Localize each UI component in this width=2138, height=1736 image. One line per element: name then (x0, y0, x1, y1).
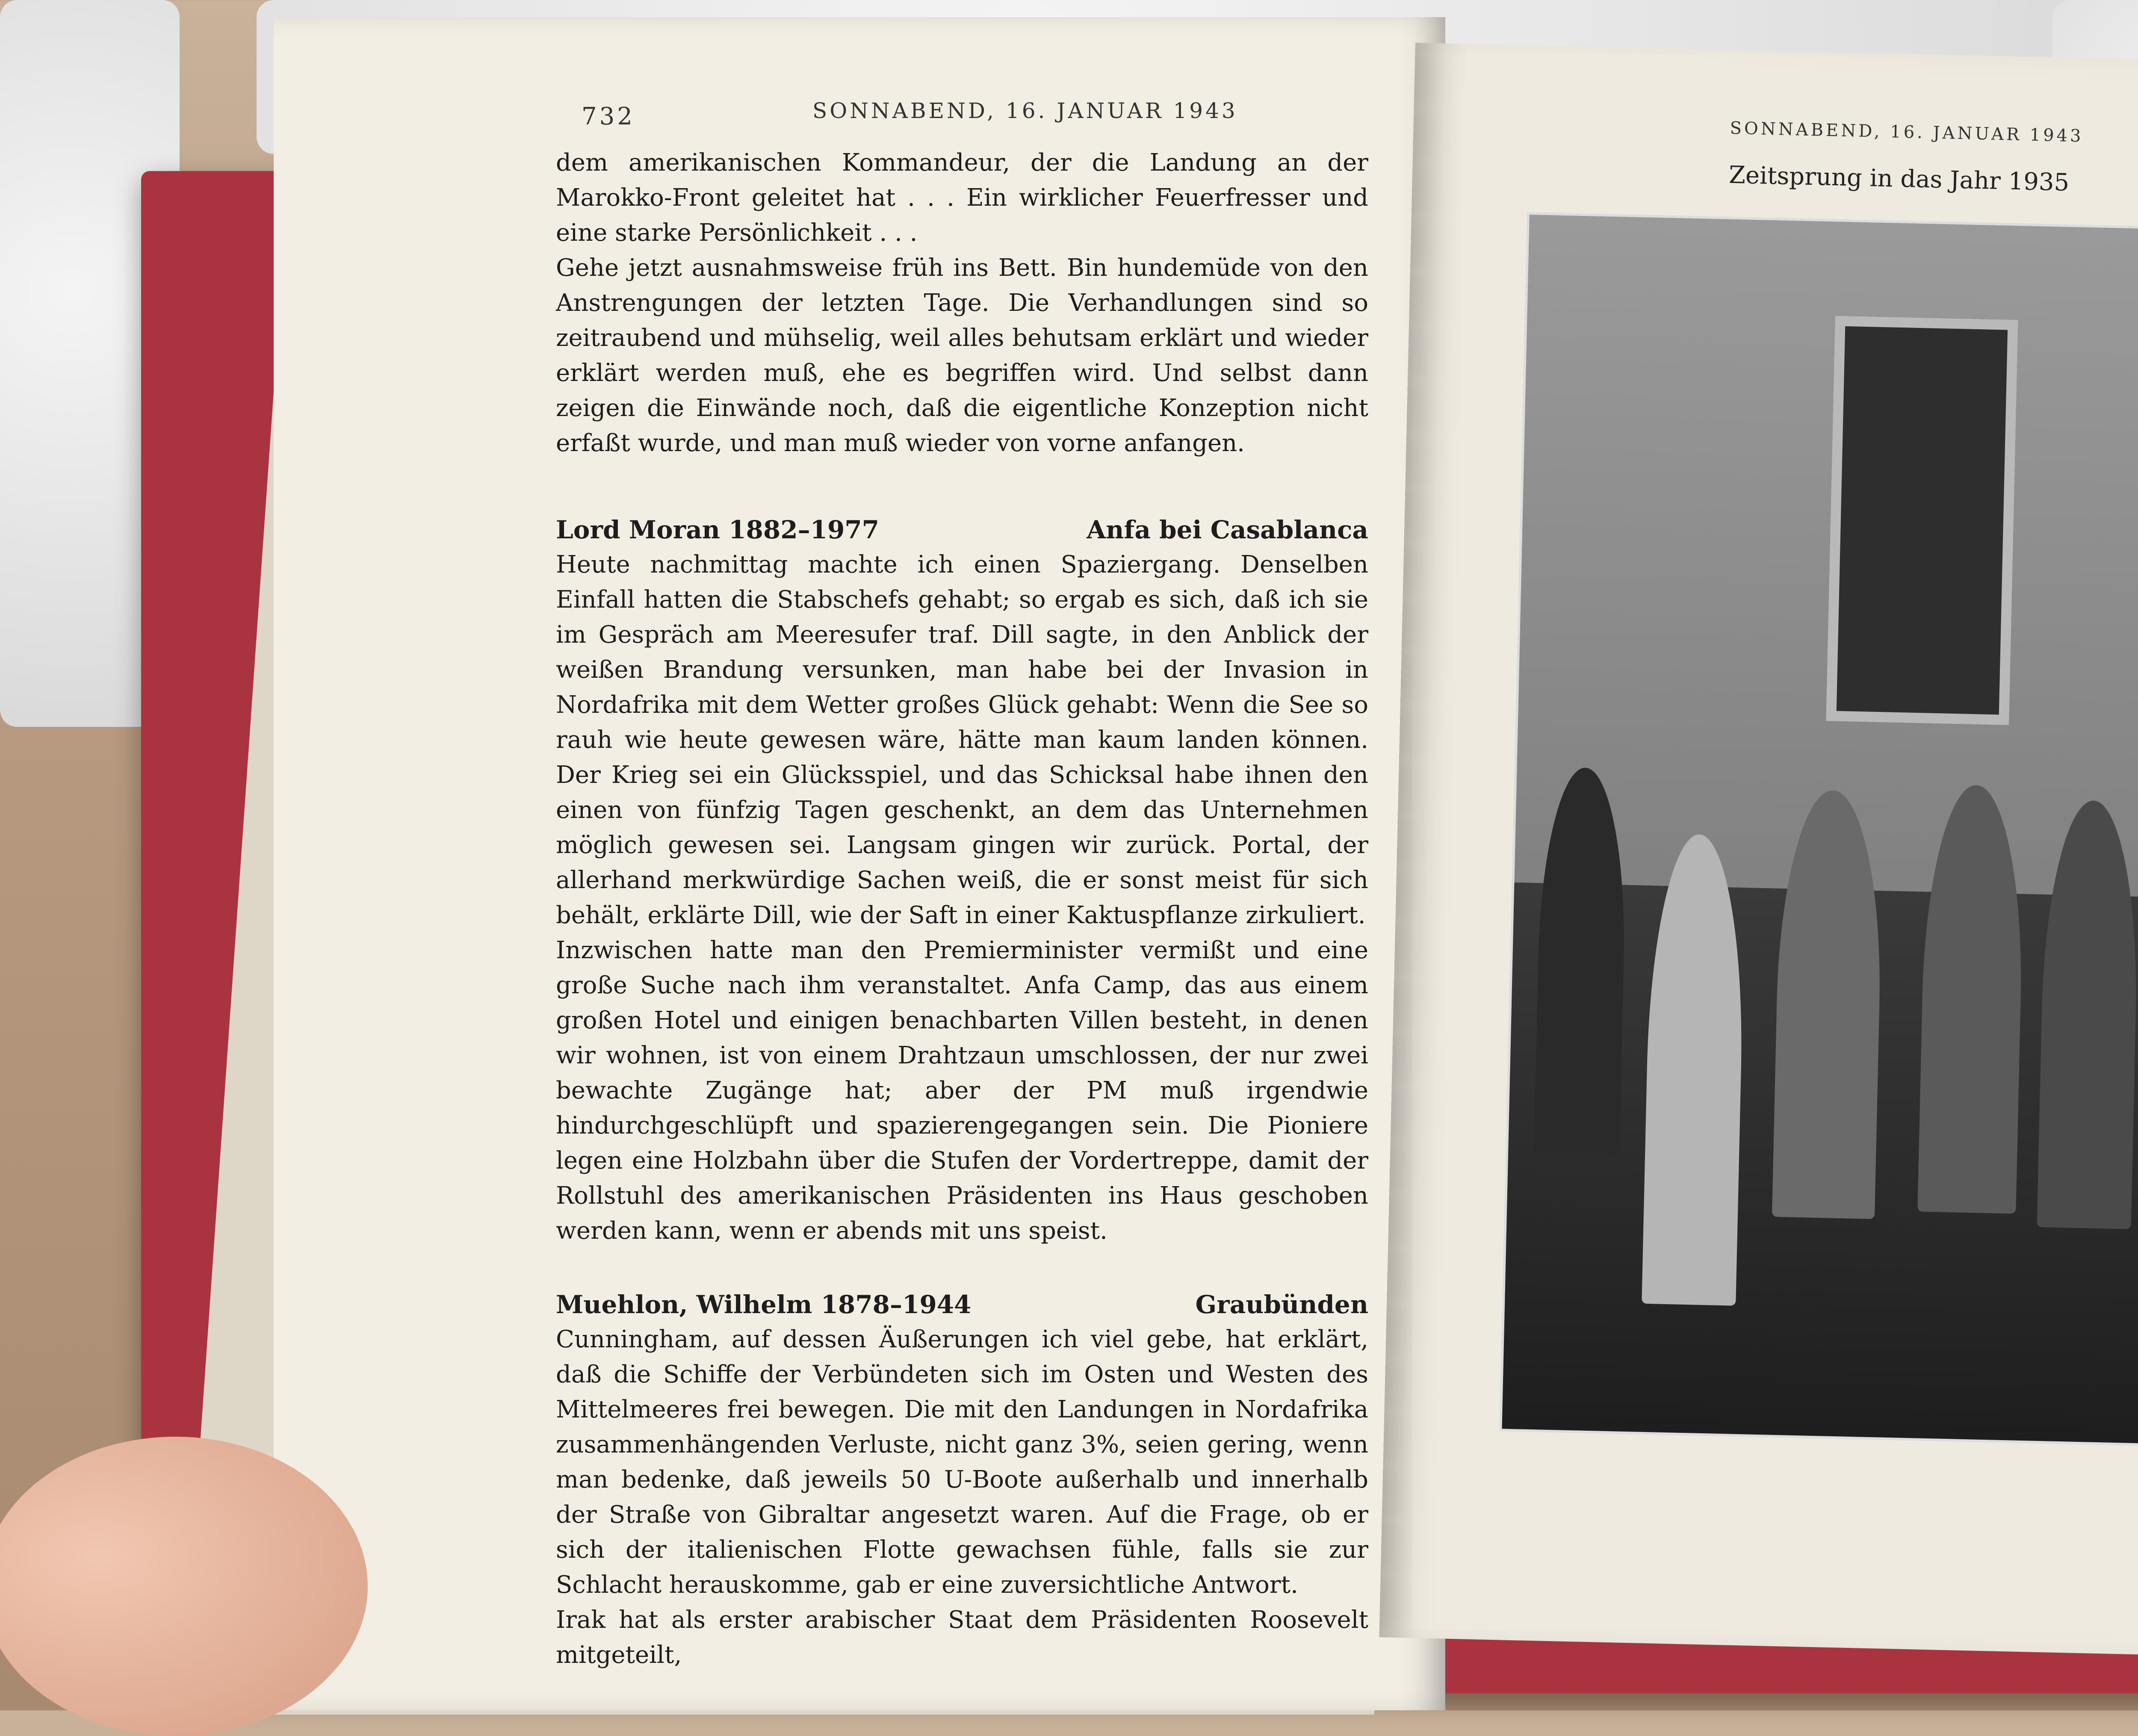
entry-author: Lord Moran 1882–1977 (556, 515, 880, 544)
entry-heading (556, 512, 1368, 547)
hand (0, 1437, 368, 1736)
entry-place: Graubünden (1195, 1290, 1368, 1319)
left-page (274, 17, 1445, 1710)
running-head-right: SONNABEND, 16. JANUAR 1943 (1730, 118, 2084, 146)
entry-author: Muehlon, Wilhelm 1878–1944 (556, 1290, 972, 1319)
paragraph: Irak hat als erster arabischer Staat dem Präsidenten Roosevelt mitgeteilt, (556, 1606, 1368, 1669)
entry-place: Anfa bei Casablanca (1087, 515, 1368, 544)
running-head-left: SONNABEND, 16. JANUAR 1943 (812, 98, 1238, 123)
section-title: Zeitsprung in das Jahr 1935 (1728, 161, 2070, 197)
left-page-body (556, 145, 1368, 1673)
right-page (1379, 43, 2138, 1656)
entry-heading (556, 1287, 1368, 1322)
page-number: 732 (582, 103, 635, 130)
paragraph: Heute nachmittag machte ich einen Spaziergang. Denselben Einfall hatten die Stabschefs gehabt; so ergab es sich, daß ich sie im Gespräch am Meeresufer traf. Dill sagte, in den Anblick der weißen Brandung versunken, man habe bei der Invasion in Nordafrika mit dem Wetter großes Glück gehabt: Wenn die See so rauh wie heute gewesen wäre, hätte man kaum landen können. Der Krieg sei ein Glücksspiel, und das Schicksal habe ihnen den einen von fünfzig Tagen geschenkt, an dem das Unternehmen möglich gewesen sei. Langsam gingen wir zurück. Portal, der allerhand merkwürdige Sachen weiß, die er sonst meist für sich behält, erklärte Dill, wie der Saft in einer Kaktuspflanze zirkuliert. (556, 551, 1368, 929)
paragraph: Gehe jetzt ausnahmsweise früh ins Bett. Bin hundemüde von den Anstrengungen der letzten Tage. Die Verhandlungen sind so zeitraubend und mühselig, weil alles behutsam erklärt und wieder erklärt werden muß, ehe es begriffen wird. Und selbst dann zeigen die Einwände noch, daß die eigentliche Konzeption nicht erfaßt wurde, und man muß wieder von vorne anfangen. (556, 254, 1368, 457)
paragraph: Cunningham, auf dessen Äußerungen ich viel gebe, hat erklärt, daß die Schiffe der Verbündeten sich im Osten und Westen des Mittelmeeres frei bewegen. Die mit den Landungen in Nordafrika zusammenhängenden Verluste, nicht ganz 3%, seien gering, wenn man bedenke, daß jeweils 50 U-Boote außerhalb und innerhalb der Straße von Gibraltar angesetzt waren. Auf die Frage, ob er sich der italienischen Flotte gewachsen fühle, falls sie zur Schlacht herauskomme, gab er eine zuversichtliche Antwort. (556, 1326, 1368, 1599)
paragraph: dem amerikanischen Kommandeur, der die Landung an der Marokko-Front geleitet hat . . . Ein wirklicher Feuerfresser und eine starke Persönlichkeit . . . (556, 149, 1368, 247)
paragraph: Inzwischen hatte man den Premierminister vermißt und eine große Suche nach ihm veranstaltet. Anfa Camp, das aus einem großen Hotel und einigen benachbarten Villen besteht, in denen wir wohnen, ist von einem Drahtzaun umschlossen, der nur zwei bewachte Zugänge hat; aber der PM muß irgendwie hindurchgeschlüpft und spazierengegangen sein. Die Pioniere legen eine Holzbahn über die Stufen der Vordertreppe, damit der Rollstuhl des amerikanischen Präsidenten ins Haus geschoben werden kann, wenn er abends mit uns speist. (556, 936, 1368, 1245)
historical-photograph (1499, 212, 2138, 1446)
window (1826, 316, 2018, 725)
